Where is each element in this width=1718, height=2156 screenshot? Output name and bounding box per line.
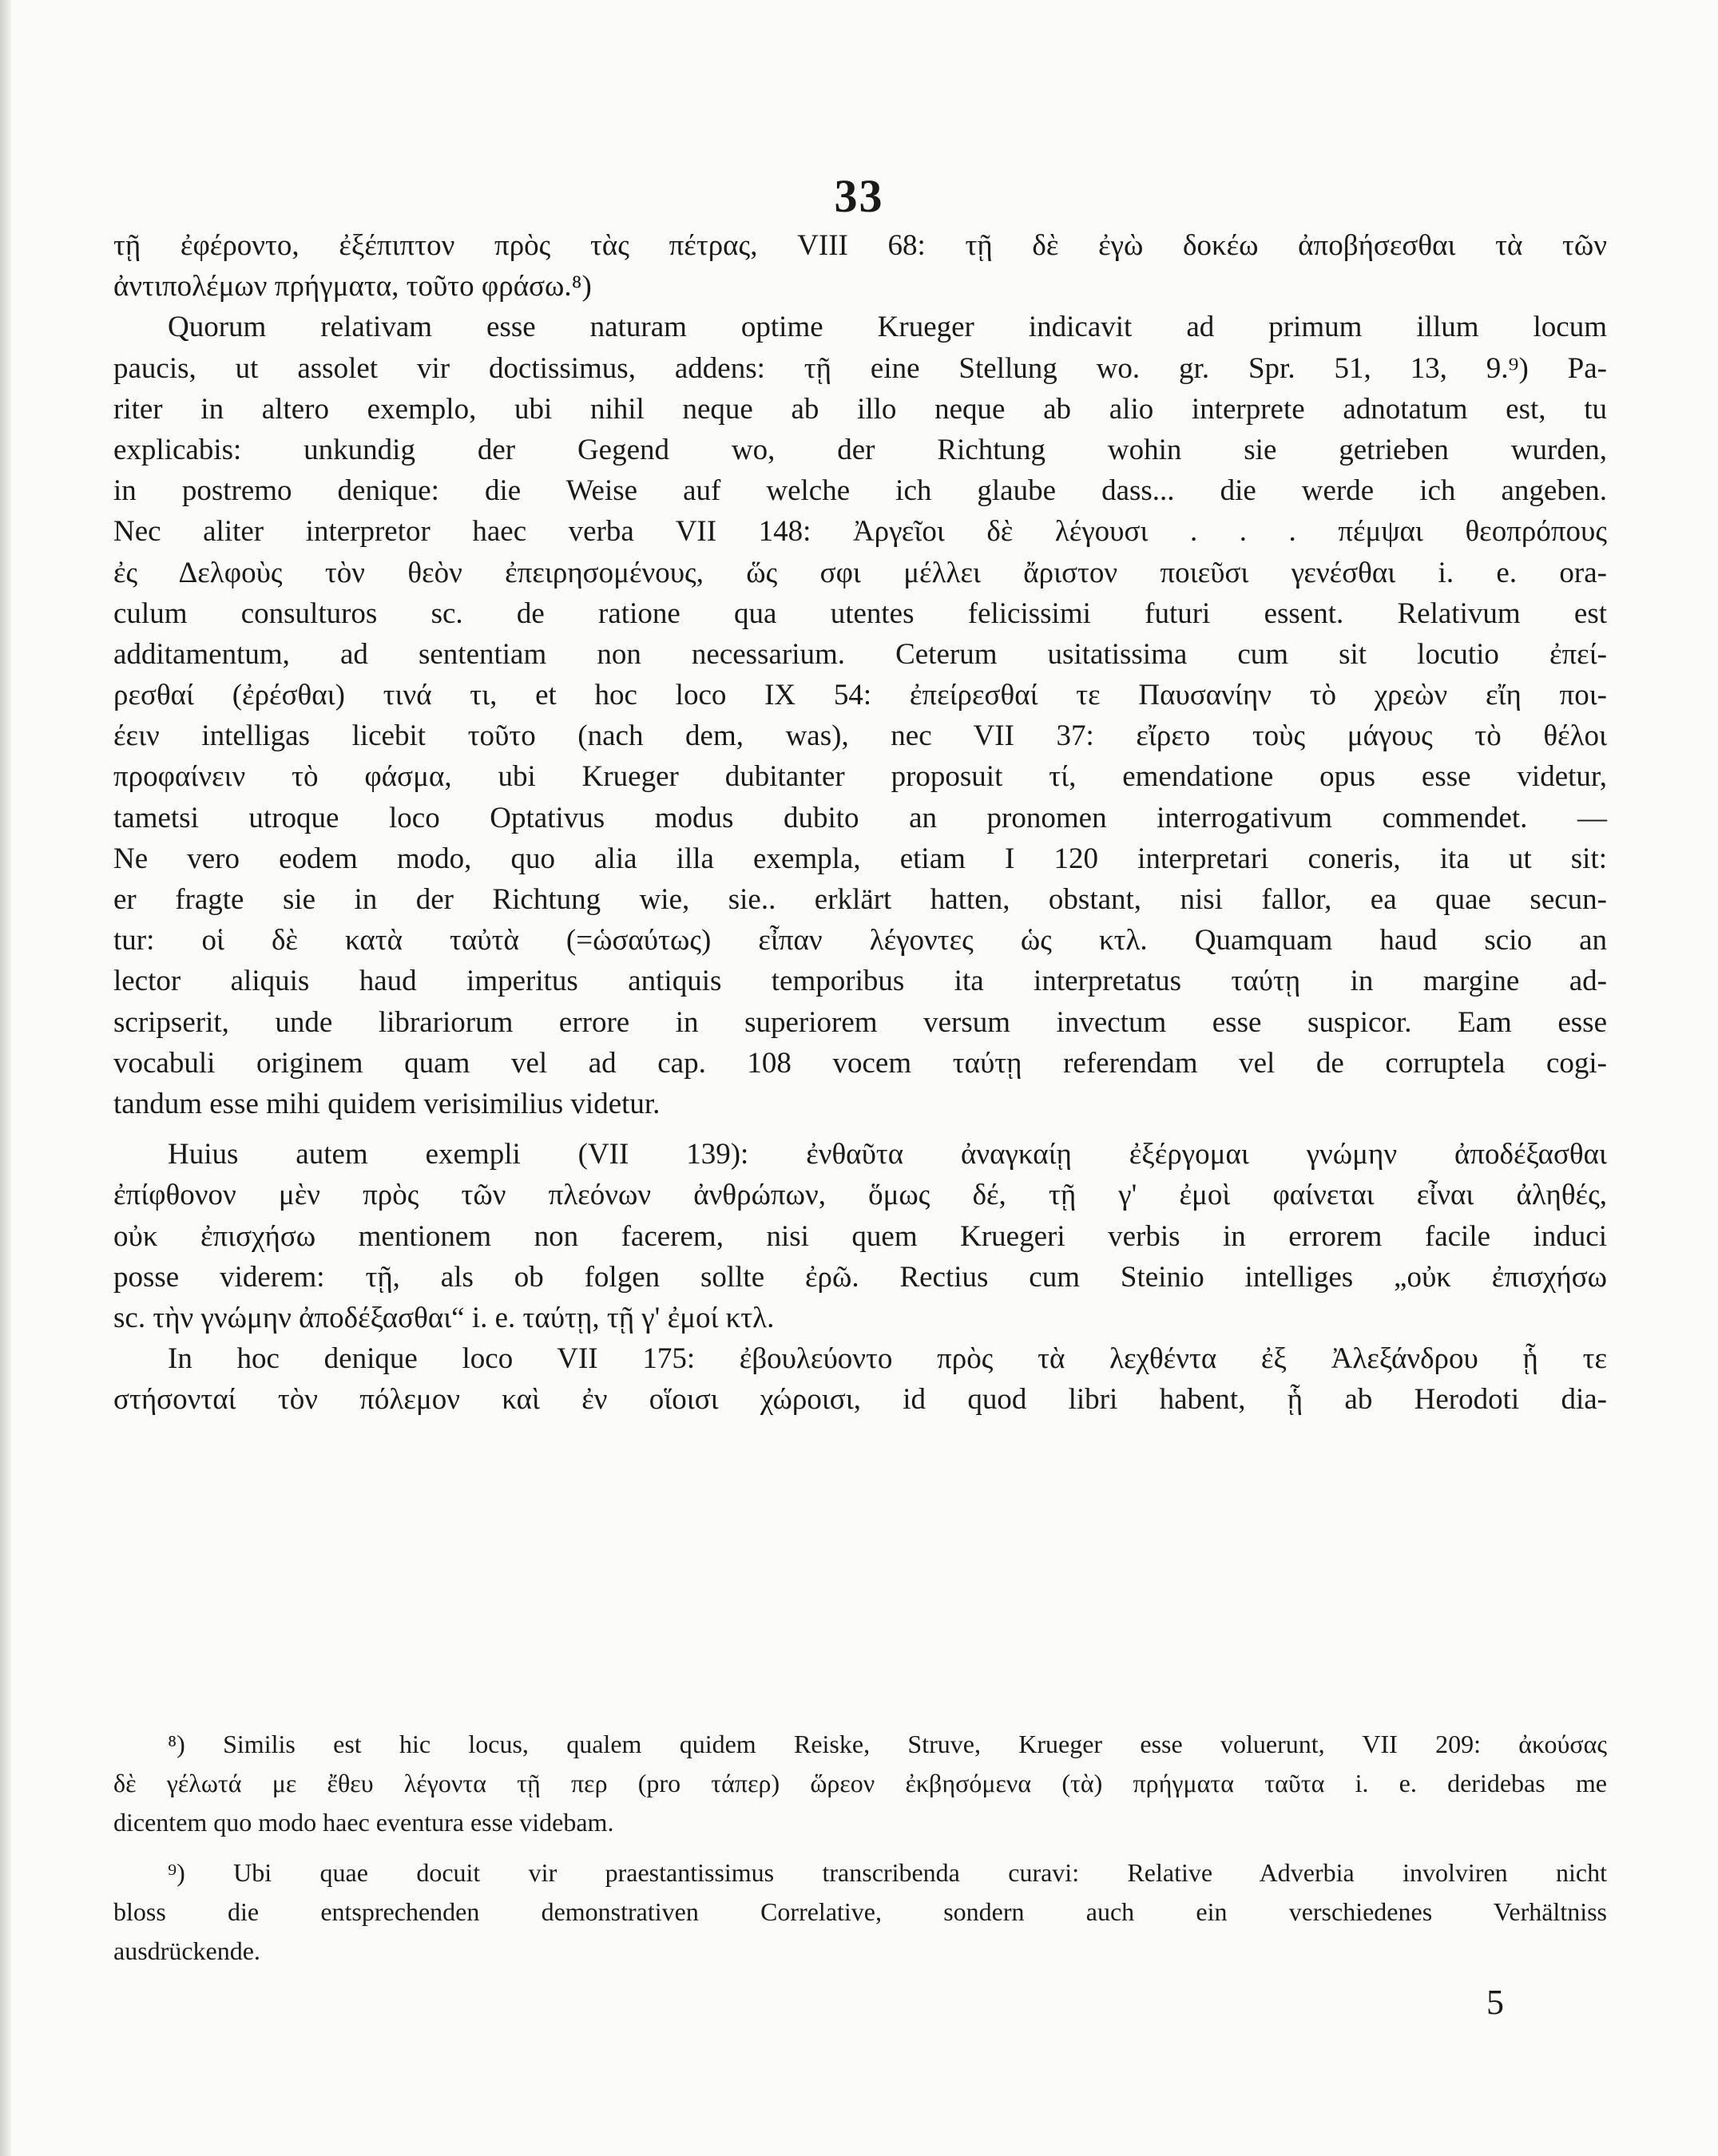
text-line: vocabuli originem quam vel ad cap. 108 vocem ταύτῃ referendam vel de corruptela cogi- xyxy=(113,1046,1607,1080)
text-line: tametsi utroque loco Optativus modus dubito an pronomen interrogativum commendet. — xyxy=(113,801,1607,834)
text-line: στήσονταί τὸν πόλεμον καὶ ἐν οἵοισι χώροισι, id quod libri habent, ᾗ ab Herodoti dia- xyxy=(113,1383,1607,1417)
text-line: τῇ ἐφέροντο, ἐξέπιπτον πρὸς τὰς πέτρας, VIII 68: τῇ δὲ ἐγὼ δοκέω ἀποβήσεσθαι τὰ τῶν xyxy=(113,229,1607,262)
text-line: Nec aliter interpretor haec verba VII 148: Ἀργεῖοι δὲ λέγουσι . . . πέμψαι θεοπρόπους xyxy=(113,515,1607,549)
text-line: Quorum relativam esse naturam optime Krueger indicavit ad primum illum locum xyxy=(168,311,1607,344)
footnote-8-line: dicentem quo modo haec eventura esse videbam. xyxy=(113,1808,614,1837)
text-line: Huius autem exempli (VII 139): ἐνθαῦτα ἀναγκαίῃ ἐξέργομαι γνώμην ἀποδέξασθαι xyxy=(168,1138,1607,1171)
text-line: In hoc denique loco VII 175: ἐβουλεύοντο πρὸς τὰ λεχθέντα ἐξ Ἀλεξάνδρου ᾗ τε xyxy=(168,1342,1607,1376)
text-line: Ne vero eodem modo, quo alia illa exempla, etiam I 120 interpretari coneris, ita ut sit: xyxy=(113,842,1607,875)
footnote-9-line: ⁹) Ubi quae docuit vir praestantissimus transcribenda curavi: Relative Adverbia involviren nicht xyxy=(168,1858,1607,1887)
text-line: lector aliquis haud imperitus antiquis temporibus ita interpretatus ταύτῃ in margine ad- xyxy=(113,965,1607,998)
text-line: οὐκ ἐπισχήσω mentionem non facerem, nisi quem Kruegeri verbis in errorem facile induci xyxy=(113,1219,1607,1253)
footnote-9-line: ausdrückende. xyxy=(113,1936,260,1965)
text-line: paucis, ut assolet vir doctissimus, addens: τῇ eine Stellung wo. gr. Spr. 51, 13, 9.⁹) Pa- xyxy=(113,351,1607,385)
text-line: tandum esse mihi quidem verisimilius videtur. xyxy=(113,1087,661,1120)
text-line: tur: οἱ δὲ κατὰ ταὐτὰ (=ὡσαύτως) εἶπαν λέγοντες ὡς κτλ. Quamquam haud scio an xyxy=(113,924,1607,957)
text-line: posse viderem: τῇ, als ob folgen sollte ἐρῶ. Rectius cum Steinio intelliges „οὐκ ἐπισχήσω xyxy=(113,1260,1607,1294)
text-line: προφαίνειν τὸ φάσμα, ubi Krueger dubitanter proposuit τί, emendatione opus esse videtur, xyxy=(113,760,1607,794)
text-line: έειν intelligas licebit τοῦτο (nach dem, was), nec VII 37: εἴρετο τοὺς μάγους τὸ θέλοι xyxy=(113,719,1607,753)
text-line: ρεσθαί (ἐρέσθαι) τινά τι, et hoc loco IX 54: ἐπείρεσθαί τε Παυσανίην τὸ χρεὼν εἴη ποι- xyxy=(113,679,1607,712)
text-line: culum consulturos sc. de ratione qua utentes felicissimi futuri essent. Relativum est xyxy=(113,596,1607,630)
text-line: ἐπίφθονον μὲν πρὸς τῶν πλεόνων ἀνθρώπων, ὅμως δέ, τῇ γ' ἐμοὶ φαίνεται εἶναι ἀληθές, xyxy=(113,1179,1607,1212)
main-text xyxy=(113,225,1607,1420)
text-line: in postremo denique: die Weise auf welche ich glaube dass... die werde ich angeben. xyxy=(113,474,1607,508)
page-spine-shadow xyxy=(0,0,11,2156)
text-line: riter in altero exemplo, ubi nihil neque ab illo neque ab alio interprete adnotatum est, tu xyxy=(113,392,1607,426)
signature-mark: 5 xyxy=(1486,1983,1504,2022)
text-line: additamentum, ad sententiam non necessarium. Ceterum usitatissima cum sit locutio ἐπεί- xyxy=(113,637,1607,671)
footnote-8-line: δὲ γέλωτά με ἔθευ λέγοντα τῇ περ (pro τάπερ) ὥρεον ἐκβησόμενα (τὰ) πρήγματα ταῦτα i. e. deridebas me xyxy=(113,1769,1607,1797)
footnote-8-line: ⁸) Similis est hic locus, qualem quidem Reiske, Struve, Krueger esse voluerunt, VII 209: ἀκούσας xyxy=(168,1730,1607,1758)
footnote-9-line: bloss die entsprechenden demonstrativen Correlative, sondern auch ein verschiedenes Verhältniss xyxy=(113,1897,1607,1926)
footnotes xyxy=(113,1725,1607,1971)
page-number: 33 xyxy=(834,170,884,222)
text-line: sc. τὴν γνώμην ἀποδέξασθαι“ i. e. ταύτῃ, τῇ γ' ἐμοί κτλ. xyxy=(113,1301,775,1334)
text-line: ἀντιπολέμων πρήγματα, τοῦτο φράσω.⁸) xyxy=(113,270,592,303)
text-line: explicabis: unkundig der Gegend wo, der Richtung wohin sie getrieben wurden, xyxy=(113,433,1607,466)
text-line: er fragte sie in der Richtung wie, sie.. erklärt hatten, obstant, nisi fallor, ea quae secun- xyxy=(113,883,1607,916)
text-line: scripserit, unde librariorum errore in superiorem versum invectum esse suspicor. Eam esse xyxy=(113,1005,1607,1039)
text-line: ἐς Δελφοὺς τὸν θεὸν ἐπειρησομένους, ὥς σφι μέλλει ἄριστον ποιεῦσι γενέσθαι i. e. ora- xyxy=(113,556,1607,589)
